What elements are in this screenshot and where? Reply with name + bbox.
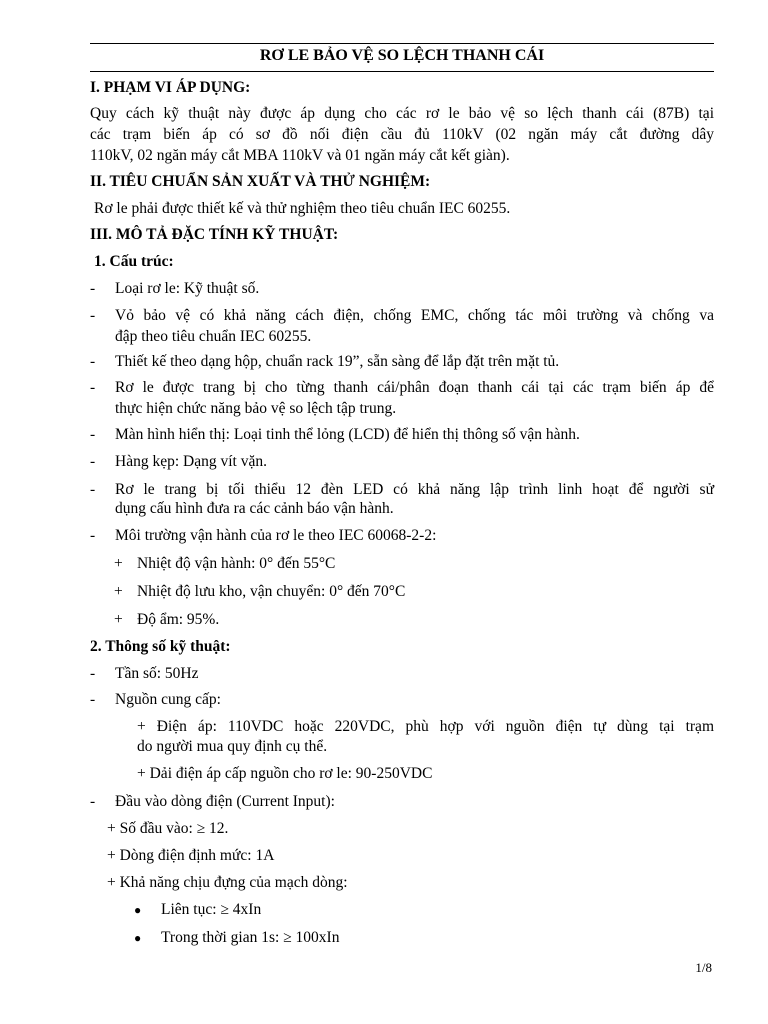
list-item-continuation: đập theo tiêu chuẩn IEC 60255. [115,328,312,345]
dash-marker: - [90,453,96,470]
dash-marker: - [90,793,96,810]
list-item: Tần số: 50Hz [115,665,199,682]
list-item: Hàng kẹp: Dạng vít vặn. [115,453,267,470]
list-item: Loại rơ le: Kỹ thuật số. [115,280,260,297]
plus-marker: + [114,555,123,572]
withstand-item: Trong thời gian 1s: ≥ 100xIn [161,929,340,946]
current-item: + Khả năng chịu đựng của mạch dòng: [107,874,348,891]
env-item: Nhiệt độ lưu kho, vận chuyển: 0° đến 70°C [137,583,406,600]
section-1-para-line: Quy cách kỹ thuật này được áp dụng cho các rơ le bảo vệ so lệch thanh cái (87B) tại [90,105,714,122]
dash-marker: - [90,379,96,396]
list-item-continuation: thực hiện chức năng bảo vệ so lệch tập trung. [115,400,397,417]
dash-marker: - [90,353,96,370]
page-number: 1/8 [695,960,712,975]
top-rule [90,43,714,44]
subsection-specs-heading: 2. Thông số kỹ thuật: [90,638,231,655]
supply-item-continuation: do người mua quy định cụ thể. [137,738,328,755]
list-item: Đầu vào dòng điện (Current Input): [115,793,335,810]
document-title: RƠ LE BẢO VỆ SO LỆCH THANH CÁI [259,47,545,64]
supply-item: + Dải điện áp cấp nguồn cho rơ le: 90-250VDC [137,765,433,782]
current-item: + Dòng điện định mức: 1A [107,847,275,864]
title-rule [90,71,714,72]
subsection-structure-heading: 1. Cấu trúc: [94,253,174,270]
plus-marker: + [114,583,123,600]
list-item: Màn hình hiển thị: Loại tinh thể lỏng (LCD) để hiển thị thông số vận hành. [115,426,580,443]
bullet-icon: ● [134,931,142,945]
list-item: Nguồn cung cấp: [115,691,221,708]
dash-marker: - [90,527,96,544]
supply-item: + Điện áp: 110VDC hoặc 220VDC, phù hợp với nguồn điện tự dùng tại trạm [137,718,714,735]
dash-marker: - [90,665,96,682]
list-item: Vỏ bảo vệ có khả năng cách điện, chống EMC, chống tác môi trường và chống va [115,307,714,324]
list-item: Rơ le được trang bị cho từng thanh cái/phân đoạn thanh cái tại các trạm biến áp để [115,379,714,396]
env-item: Nhiệt độ vận hành: 0° đến 55°C [137,555,336,572]
withstand-item: Liên tục: ≥ 4xIn [161,901,262,918]
current-item: + Số đầu vào: ≥ 12. [107,820,229,837]
list-item-continuation: dụng cấu hình đưa ra các cảnh báo vận hành. [115,500,394,517]
list-item: Thiết kế theo dạng hộp, chuẩn rack 19”, sẵn sàng để lắp đặt trên mặt tủ. [115,353,560,370]
plus-marker: + [114,611,123,628]
list-item: Môi trường vận hành của rơ le theo IEC 60068-2-2: [115,527,437,544]
section-2-para: Rơ le phải được thiết kế và thử nghiệm theo tiêu chuẩn IEC 60255. [94,200,511,217]
dash-marker: - [90,307,96,324]
env-item: Độ ẩm: 95%. [137,611,220,628]
section-1-para-line: các trạm biến áp có sơ đồ nối điện cầu đủ 110kV (02 ngăn máy cắt đường dây [90,126,714,143]
section-2-heading: II. TIÊU CHUẨN SẢN XUẤT VÀ THỬ NGHIỆM: [90,173,431,190]
dash-marker: - [90,280,96,297]
section-1-para-line: 110kV, 02 ngăn máy cắt MBA 110kV và 01 ngăn máy cắt kết giàn). [90,147,510,164]
bullet-icon: ● [134,903,142,917]
section-3-heading: III. MÔ TẢ ĐẶC TÍNH KỸ THUẬT: [90,226,339,243]
dash-marker: - [90,481,96,498]
dash-marker: - [90,426,96,443]
section-1-heading: I. PHẠM VI ÁP DỤNG: [90,79,251,96]
dash-marker: - [90,691,96,708]
list-item: Rơ le trang bị tối thiểu 12 đèn LED có khả năng lập trình linh hoạt để người sử [115,481,714,498]
